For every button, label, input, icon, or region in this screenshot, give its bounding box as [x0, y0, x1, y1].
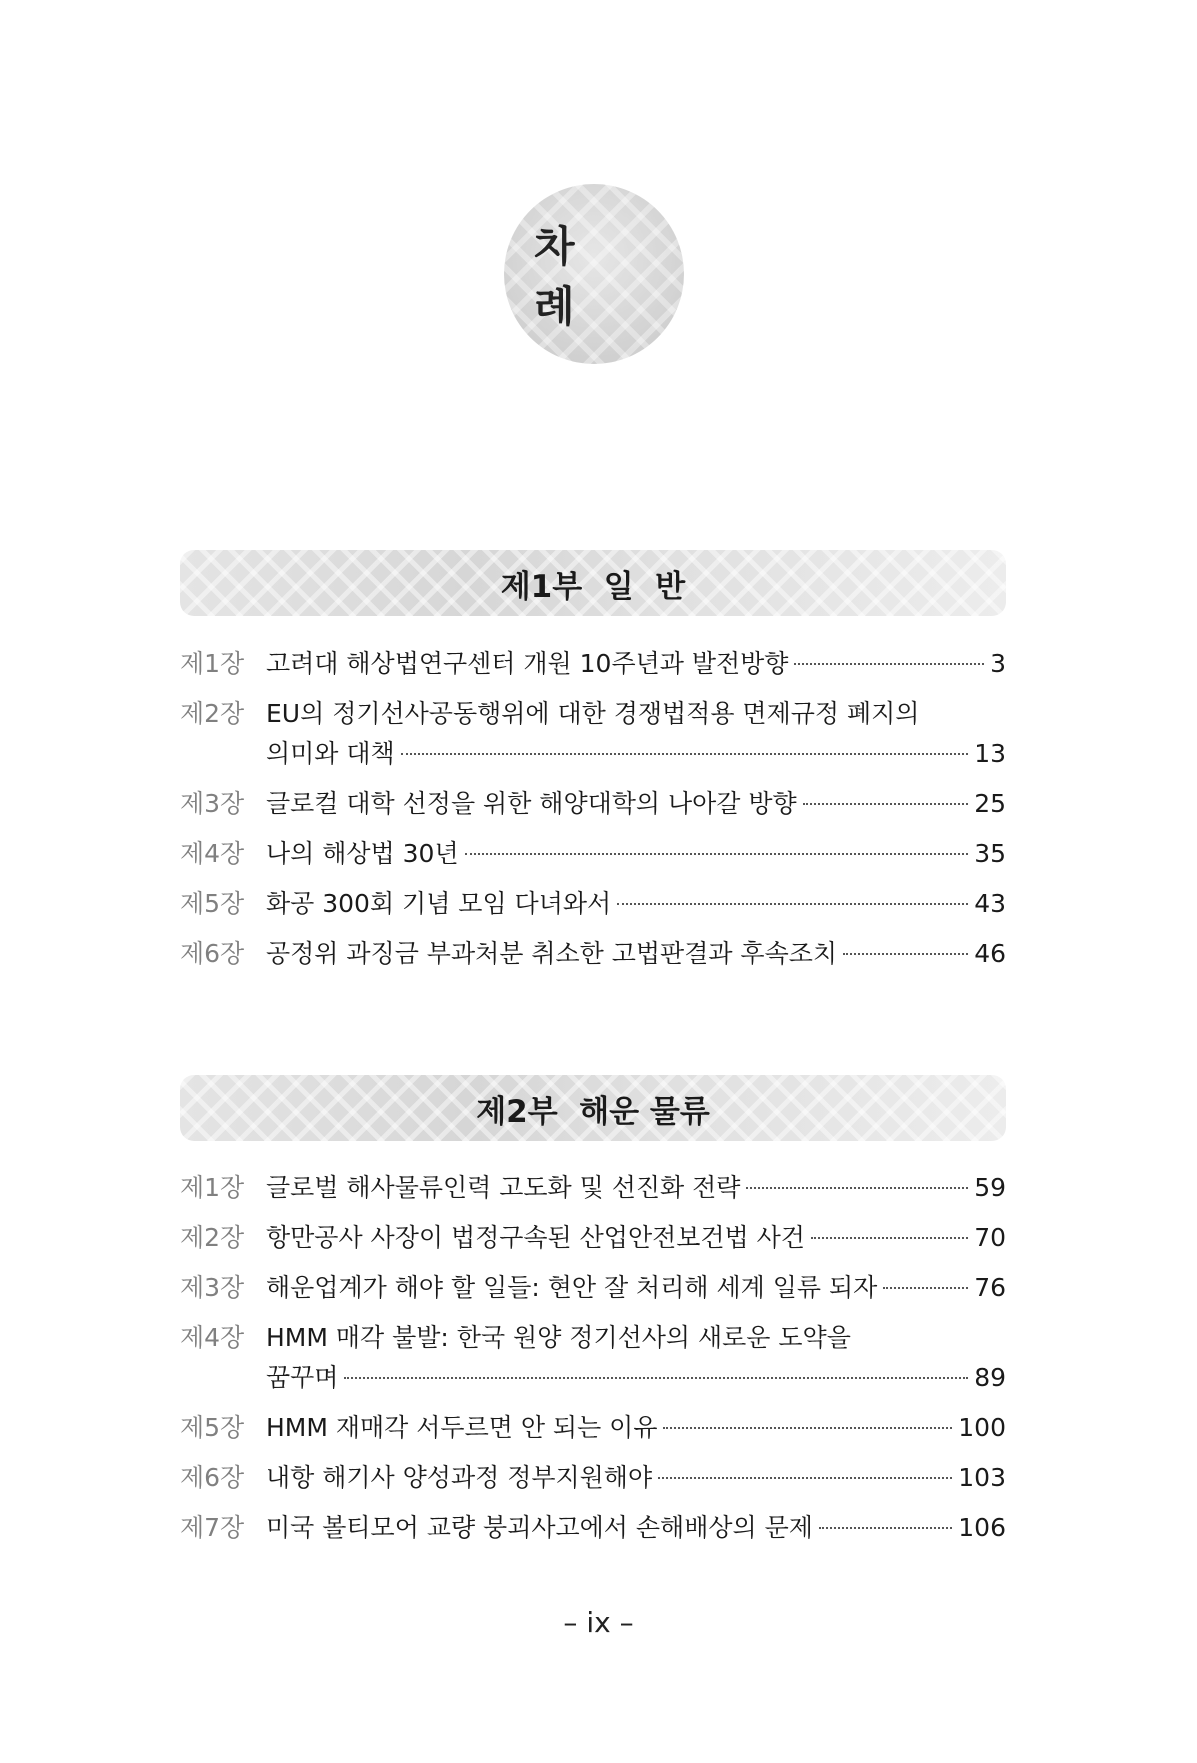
chapter-label: 제1장: [180, 1173, 245, 1202]
dot-leader: [746, 1187, 968, 1189]
page-number: 100: [958, 1413, 1006, 1442]
toc-entry[interactable]: [180, 884, 1006, 924]
chapter-label: 제7장: [180, 1513, 245, 1542]
chapter-label: 제2장: [180, 699, 245, 728]
page-number: 46: [974, 939, 1006, 968]
chapter-label: 제3장: [180, 1273, 245, 1302]
chapter-title: 해운업계가 해야 할 일들: 현안 잘 처리해 세계 일류 되자: [266, 1273, 878, 1302]
dot-leader: [663, 1427, 952, 1429]
toc-entry[interactable]: [180, 1458, 1006, 1498]
chapter-title: 미국 볼티모어 교량 붕괴사고에서 손해배상의 문제: [266, 1513, 813, 1542]
dot-leader: [401, 753, 968, 755]
chapter-label: 제6장: [180, 1463, 245, 1492]
chapter-title: 화공 300회 기념 모임 다녀와서: [266, 889, 612, 918]
chapter-label: 제5장: [180, 889, 245, 918]
chapter-title-continued: 의미와 대책: [266, 739, 395, 768]
page-number: 35: [974, 839, 1006, 868]
page-number: 89: [974, 1363, 1006, 1392]
page-number: 25: [974, 789, 1006, 818]
chapter-label: 제1장: [180, 649, 245, 678]
dot-leader: [658, 1477, 952, 1479]
dot-leader: [344, 1377, 968, 1379]
chapter-title: 고려대 해상법연구센터 개원 10주년과 발전방향: [266, 649, 789, 678]
toc-entry[interactable]: [180, 1408, 1006, 1448]
part-2-chapter-list: [180, 1168, 1006, 1558]
dot-leader: [803, 803, 969, 805]
chapter-title: 내항 해기사 양성과정 정부지원해야: [266, 1463, 653, 1492]
toc-entry[interactable]: [180, 1318, 1006, 1398]
chapter-title: 나의 해상법 30년: [266, 839, 459, 868]
toc-entry[interactable]: [180, 1218, 1006, 1258]
toc-title-badge: [504, 184, 684, 364]
page-number: 70: [974, 1223, 1006, 1252]
page-number: 103: [958, 1463, 1006, 1492]
chapter-title: HMM 재매각 서두르면 안 되는 이유: [266, 1413, 658, 1442]
chapter-title: 공정위 과징금 부과처분 취소한 고법판결과 후속조치: [266, 939, 838, 968]
chapter-title: EU의 정기선사공동행위에 대한 경쟁법적용 면제규정 폐지의: [266, 699, 920, 728]
part-1-header: [180, 550, 1006, 616]
dot-leader: [465, 853, 969, 855]
part-1-chapter-list: [180, 644, 1006, 984]
toc-entry[interactable]: [180, 834, 1006, 874]
dot-leader: [843, 953, 968, 955]
dot-leader: [819, 1527, 952, 1529]
toc-entry[interactable]: [180, 934, 1006, 974]
page-number: 59: [974, 1173, 1006, 1202]
toc-entry[interactable]: [180, 1508, 1006, 1548]
chapter-title: 글로컬 대학 선정을 위한 해양대학의 나아갈 방향: [266, 789, 797, 818]
chapter-title: 항만공사 사장이 법정구속된 산업안전보건법 사건: [266, 1223, 805, 1252]
toc-entry[interactable]: [180, 1168, 1006, 1208]
chapter-title: 글로벌 해사물류인력 고도화 및 선진화 전략: [266, 1173, 741, 1202]
page-footer-number: – ix –: [563, 1606, 634, 1639]
page-number: 13: [974, 739, 1006, 768]
page-number: 3: [990, 649, 1006, 678]
chapter-label: 제6장: [180, 939, 245, 968]
dot-leader: [883, 1287, 968, 1289]
chapter-label: 제5장: [180, 1413, 245, 1442]
toc-entry[interactable]: [180, 1268, 1006, 1308]
page-number: 43: [974, 889, 1006, 918]
chapter-title: HMM 매각 불발: 한국 원양 정기선사의 새로운 도약을: [266, 1323, 851, 1352]
chapter-label: 제4장: [180, 839, 245, 868]
part-2-title: 제2부 해운 물류: [476, 1093, 710, 1130]
part-1-title: 제1부 일 반: [500, 568, 686, 605]
dot-leader: [617, 903, 968, 905]
chapter-label: 제4장: [180, 1323, 245, 1352]
chapter-label: 제2장: [180, 1223, 245, 1252]
dot-leader: [811, 1237, 968, 1239]
chapter-title-continued: 꿈꾸며: [266, 1363, 339, 1392]
page-number: 76: [974, 1273, 1006, 1302]
chapter-label: 제3장: [180, 789, 245, 818]
toc-entry[interactable]: [180, 784, 1006, 824]
dot-leader: [794, 663, 984, 665]
toc-entry[interactable]: [180, 644, 1006, 684]
toc-title: 차 례: [534, 222, 605, 331]
toc-entry[interactable]: [180, 694, 1006, 774]
part-2-header: [180, 1075, 1006, 1141]
page-number: 106: [958, 1513, 1006, 1542]
